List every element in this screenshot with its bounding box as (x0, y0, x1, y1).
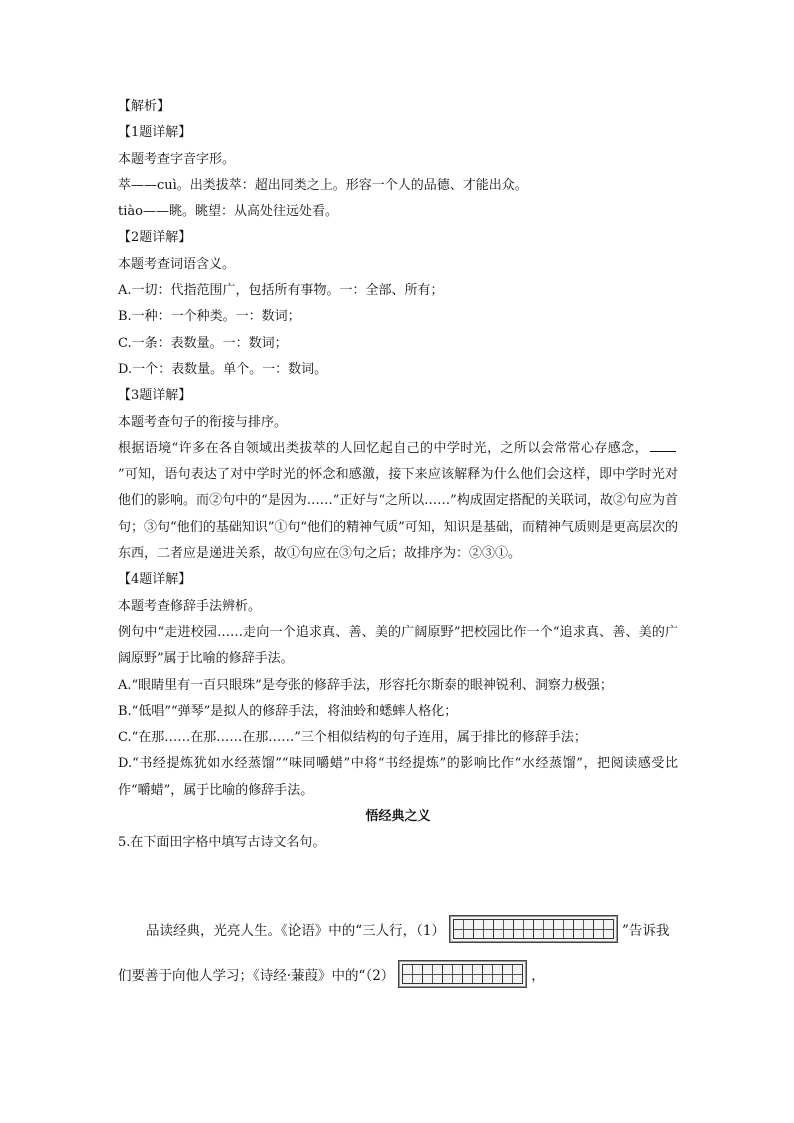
q3-header: 【3题详解】 (118, 388, 192, 404)
tianzige-grid-1[interactable] (449, 915, 618, 943)
grid-cell[interactable] (502, 964, 523, 984)
q1-line2: tiào——眺。眺望：从高处往远处看。 (118, 204, 338, 220)
q2-intro: 本题考查词语含义。 (118, 256, 236, 272)
q1-header: 【1题详解】 (118, 125, 192, 141)
q4-header: 【4题详解】 (118, 572, 192, 588)
q3-text-after: ”可知，语句表达了对中学时光的怀念和感激，接下来应该解释为什么他们会这样，即中学时光对他们的影响。而②句中的“是因为……”正好与“之所以……”构成固定搭配的关联词，故②句应为首句；③句“他们的基础知识”①句“他们的精神气质”可知，知识是基础，而精神气质则是更高层次的东西，二者应是递进关系，故①句应在③句之后；故排序为：②③①。 (118, 467, 678, 562)
grid-cell[interactable] (473, 919, 494, 939)
q5-l1-before: 品读经典，光亮人生。《论语》中的“三人行，（1） (146, 923, 445, 939)
q1-line1: 萃——cuì。出类拔萃：超出同类之上。形容一个人的品德、才能出众。 (118, 177, 528, 193)
q1-intro: 本题考查字音字形。 (118, 151, 236, 167)
q3-text-before: 根据语境“许多在各自领域出类拔萃的人回忆起自己的中学时光，之所以会常常心存感念， (118, 440, 648, 456)
q4-intro: 本题考查修辞手法辨析。 (118, 598, 262, 614)
grid-cell[interactable] (442, 964, 463, 984)
grid-cell[interactable] (453, 919, 474, 939)
analysis-title: 【解析】 (118, 99, 171, 114)
grid-cell[interactable] (422, 964, 443, 984)
q5-question: 5.在下面田字格中填写古诗文名句。 (118, 835, 326, 851)
q2-option-b: B.一种：一个种类。一：数词； (118, 309, 301, 325)
section-title: 悟经典之义 (365, 809, 431, 825)
tianzige-grid-2[interactable] (398, 960, 527, 988)
grid-cell[interactable] (573, 919, 594, 939)
grid-cell[interactable] (553, 919, 574, 939)
grid-cell[interactable] (513, 919, 534, 939)
grid-cell[interactable] (462, 964, 483, 984)
q5-line-1 (146, 915, 669, 943)
q4-option-d: D.“书经提炼犹如水经蒸馏”“味同嚼蜡”中将“书经提炼”的影响比作“水经蒸馏”，把阅读感受比作“嚼蜡”，属于比喻的修辞手法。 (118, 756, 678, 798)
grid-cell[interactable] (533, 919, 554, 939)
grid-cell[interactable] (482, 964, 503, 984)
analysis-content (118, 94, 678, 857)
q2-header: 【2题详解】 (118, 230, 192, 246)
q4-option-b: B.“低唱”“弹琴”是拟人的修辞手法，将油蛉和蟋蟀人格化； (118, 703, 458, 719)
q5-l1-after: ”告诉我 (622, 923, 670, 939)
q5-line-2 (118, 960, 545, 988)
grid-cell[interactable] (402, 964, 423, 984)
q2-option-d: D.一个：表数量。单个。一：数词。 (118, 361, 328, 377)
q3-intro: 本题考查句子的衔接与排序。 (118, 414, 288, 430)
q4-option-a: A.“眼睛里有一百只眼珠”是夸张的修辞手法，形容托尔斯泰的眼神锐利、洞察力极强； (118, 677, 613, 693)
q4-option-c: C.“在那……在那……在那……”三个相似结构的句子连用，属于排比的修辞手法； (118, 730, 587, 746)
q4-example: 例句中“走进校园……走向一个追求真、善、美的广阔原野”把校园比作一个“追求真、善、美的广阔原野”属于比喻的修辞手法。 (118, 624, 678, 667)
grid-cell[interactable] (493, 919, 514, 939)
q5-l2-after: ， (531, 968, 545, 984)
q5-l2-before: 们要善于向他人学习；《诗经·蒹葭》中的“（2） (118, 968, 395, 984)
answer-blank (650, 439, 676, 452)
q3-paragraph (118, 436, 678, 567)
q2-option-a: A.一切：代指范围广，包括所有事物。一：全部、所有； (118, 283, 444, 299)
grid-cell[interactable] (593, 919, 614, 939)
q2-option-c: C.一条：表数量。一：数词； (118, 335, 288, 351)
